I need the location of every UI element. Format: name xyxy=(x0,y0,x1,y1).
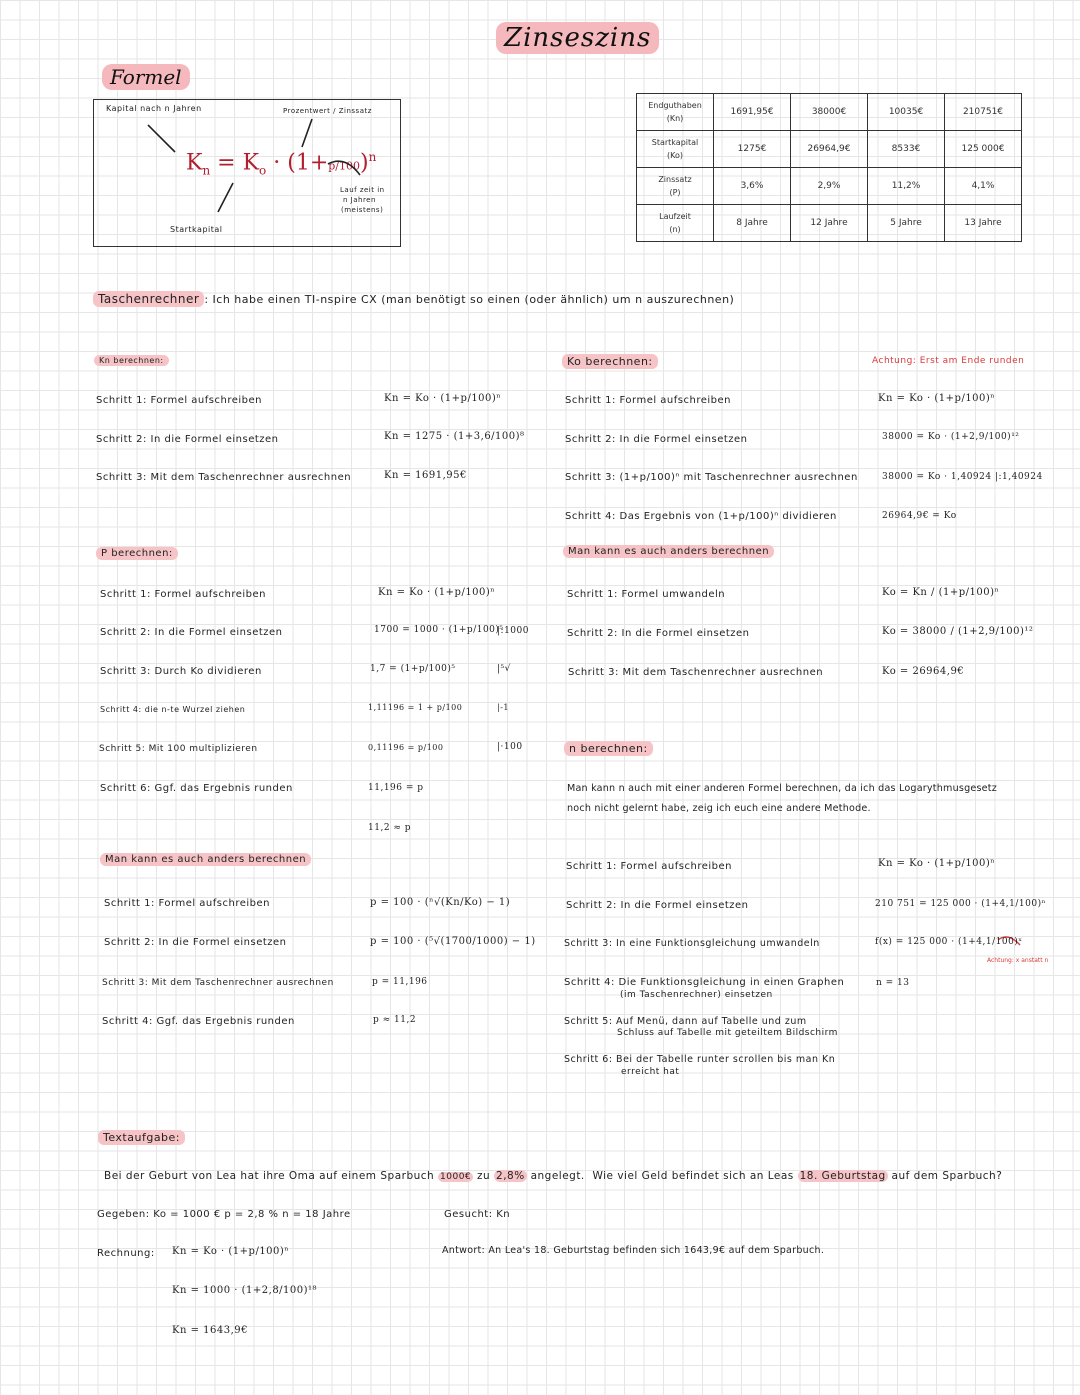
p-alt-step-3: Schritt 3: Mit dem Taschenrechner ausrechnen xyxy=(102,978,334,988)
p-math-1: Kn = Ko · (1+p/100)ⁿ xyxy=(378,587,496,598)
table-cell: 125 000€ xyxy=(945,131,1022,168)
label-laufzeit-2: n Jahren xyxy=(343,196,376,204)
p-step-1: Schritt 1: Formel aufschreiben xyxy=(100,589,266,600)
taschenrechner-text: : Ich habe einen TI-nspire CX (man benötigt so einen (oder ähnlich) um n auszurechnen) xyxy=(204,293,735,306)
n-math-4: n = 13 xyxy=(876,978,910,988)
p-heading: P berechnen: xyxy=(96,547,178,560)
ko-math-4: 26964,9€ = Ko xyxy=(882,511,957,521)
formel-heading: Formel xyxy=(102,64,190,90)
table-cell: 12 Jahre xyxy=(791,205,868,242)
p-step-3: Schritt 3: Durch Ko dividieren xyxy=(100,666,262,677)
table-cell: 5 Jahre xyxy=(868,205,945,242)
ko-heading: Ko berechnen: xyxy=(562,354,658,369)
n-step-4b: (im Taschenrechner) einsetzen xyxy=(620,990,773,1000)
rechnung-2: Kn = 1000 · (1+2,8/100)¹⁸ xyxy=(172,1285,318,1296)
kn-heading: Kn berechnen: xyxy=(94,355,169,366)
p-math-3: 1,7 = (1+p/100)⁵ xyxy=(370,664,456,674)
p-alt-math-1: p = 100 · (ⁿ√(Kn/Ko) − 1) xyxy=(370,897,511,908)
p-op-5: |·100 xyxy=(497,742,523,752)
table-cell: 1691,95€ xyxy=(714,94,791,131)
ko-step-1: Schritt 1: Formel aufschreiben xyxy=(565,395,731,406)
p-alt-heading: Man kann es auch anders berechnen xyxy=(100,853,311,866)
n-step-6: Schritt 6: Bei der Tabelle runter scrollen bis man Kn xyxy=(564,1054,836,1065)
ko-step-2: Schritt 2: In die Formel einsetzen xyxy=(565,434,748,445)
label-laufzeit-3: (meistens) xyxy=(341,206,384,214)
n-step-3: Schritt 3: In eine Funktionsgleichung umwandeln xyxy=(564,938,820,949)
p-math-4: 1,11196 = 1 + p/100 xyxy=(368,703,463,712)
kn-step-3: Schritt 3: Mit dem Taschenrechner ausrechnen xyxy=(96,472,352,483)
p-alt-math-2: p = 100 · (⁵√(1700/1000) − 1) xyxy=(370,936,536,947)
p-math-2: 1700 = 1000 · (1+p/100)⁵ xyxy=(374,625,504,635)
ko-alt-step-2: Schritt 2: In die Formel einsetzen xyxy=(567,628,750,639)
rechnung-label: Rechnung: xyxy=(97,1248,155,1259)
p-math-6: 11,196 = p xyxy=(368,783,424,793)
n-intro-2: noch nicht gelernt habe, zeig ich euch eine andere Methode. xyxy=(567,803,871,814)
table-cell: 11,2% xyxy=(868,168,945,205)
ko-alt-math-3: Ko = 26964,9€ xyxy=(882,666,965,677)
n-step-4: Schritt 4: Die Funktionsgleichung in einen Graphen xyxy=(564,977,845,988)
ko-alt-math-2: Ko = 38000 / (1+2,9/100)¹² xyxy=(882,626,1034,637)
formula-main: $K_n = K_o \cdot (1+p/100)^n$ xyxy=(186,150,377,178)
ko-alt-heading: Man kann es auch anders berechnen xyxy=(563,545,774,558)
n-step-2: Schritt 2: In die Formel einsetzen xyxy=(566,900,749,911)
textaufgabe-question: Bei der Geburt von Lea hat ihre Oma auf einem Sparbuch 1000€ zu 2,8% angelegt. Wie viel Geld befindet sich an Leas 18. Geburtstag auf dem Sparbuch? xyxy=(104,1170,1003,1182)
kn-math-1: Kn = Ko · (1+p/100)ⁿ xyxy=(384,393,502,404)
n-math-1: Kn = Ko · (1+p/100)ⁿ xyxy=(878,858,996,869)
ko-alt-step-3: Schritt 3: Mit dem Taschenrechner ausrechnen xyxy=(568,667,824,678)
p-op-2: |:1000 xyxy=(497,626,529,636)
table-cell: 10035€ xyxy=(868,94,945,131)
p-alt-step-4: Schritt 4: Ggf. das Ergebnis runden xyxy=(102,1016,295,1027)
label-startkapital: Startkapital xyxy=(170,225,223,234)
n-math-2: 210 751 = 125 000 · (1+4,1/100)ⁿ xyxy=(875,899,1046,909)
ko-math-2: 38000 = Ko · (1+2,9/100)¹² xyxy=(882,432,1020,442)
values-table xyxy=(636,93,1022,242)
kn-math-3: Kn = 1691,95€ xyxy=(384,470,467,481)
n-intro-1: Man kann n auch mit einer anderen Formel berechnen, da ich das Logarythmusgesetz xyxy=(567,783,997,794)
p-rounded: 11,2 ≈ p xyxy=(368,823,412,833)
textaufgabe-heading: Textaufgabe: xyxy=(98,1130,185,1145)
p-step-2: Schritt 2: In die Formel einsetzen xyxy=(100,627,283,638)
table-cell: 13 Jahre xyxy=(945,205,1022,242)
table-head: Laufzeit (n) xyxy=(637,205,714,242)
antwort-line: Antwort: An Lea's 18. Geburtstag befinden sich 1643,9€ auf dem Sparbuch. xyxy=(442,1245,825,1256)
n-heading: n berechnen: xyxy=(564,741,653,756)
p-step-6: Schritt 6: Ggf. das Ergebnis runden xyxy=(100,783,293,794)
ko-alt-step-1: Schritt 1: Formel umwandeln xyxy=(567,589,726,600)
n-step-1: Schritt 1: Formel aufschreiben xyxy=(566,861,732,872)
ko-step-4: Schritt 4: Das Ergebnis von (1+p/100)ⁿ dividieren xyxy=(565,511,837,522)
table-cell: 8533€ xyxy=(868,131,945,168)
label-kapital: Kapital nach n Jahren xyxy=(106,104,202,113)
table-cell: 2,9% xyxy=(791,168,868,205)
table-cell: 1275€ xyxy=(714,131,791,168)
n-step-6b: erreicht hat xyxy=(621,1067,680,1077)
ko-note: Achtung: Erst am Ende runden xyxy=(872,356,1025,366)
p-alt-math-4: p ≈ 11,2 xyxy=(373,1015,417,1025)
ko-alt-math-1: Ko = Kn / (1+p/100)ⁿ xyxy=(882,587,1000,598)
label-prozent: Prozentwert / Zinssatz xyxy=(283,107,372,115)
p-alt-step-2: Schritt 2: In die Formel einsetzen xyxy=(104,937,287,948)
table-head: Endguthaben (Kn) xyxy=(637,94,714,131)
p-op-4: |-1 xyxy=(497,703,509,712)
table-cell: 38000€ xyxy=(791,94,868,131)
table-cell: 3,6% xyxy=(714,168,791,205)
rechnung-1: Kn = Ko · (1+p/100)ⁿ xyxy=(172,1246,290,1257)
ko-math-1: Kn = Ko · (1+p/100)ⁿ xyxy=(878,393,996,404)
p-alt-step-1: Schritt 1: Formel aufschreiben xyxy=(104,898,270,909)
n-step-5: Schritt 5: Auf Menü, dann auf Tabelle und zum xyxy=(564,1016,807,1027)
p-alt-math-3: p = 11,196 xyxy=(372,977,428,987)
p-math-5: 0,11196 = p/100 xyxy=(368,743,444,752)
p-step-4: Schritt 4: die n-te Wurzel ziehen xyxy=(100,705,246,714)
table-row xyxy=(637,205,1022,242)
p-step-5: Schritt 5: Mit 100 multiplizieren xyxy=(99,744,258,754)
table-cell: 8 Jahre xyxy=(714,205,791,242)
table-row xyxy=(637,168,1022,205)
table-head: Zinssatz (P) xyxy=(637,168,714,205)
taschenrechner-line xyxy=(93,292,734,306)
kn-math-2: Kn = 1275 · (1+3,6/100)⁸ xyxy=(384,431,525,442)
table-head: Startkapital (Ko) xyxy=(637,131,714,168)
gegeben-line: Gegeben: Ko = 1000 € p = 2,8 % n = 18 Jahre xyxy=(97,1209,351,1220)
n-math-3: f(x) = 125 000 · (1+4,1/100)ˣ xyxy=(875,937,1023,947)
p-op-3: |⁵√ xyxy=(497,664,511,674)
label-laufzeit-1: Lauf zeit in xyxy=(340,186,385,194)
gesucht-line: Gesucht: Kn xyxy=(444,1209,511,1220)
page-title: Zinseszins xyxy=(496,22,659,54)
ko-math-3: 38000 = Ko · 1,40924 |:1,40924 xyxy=(882,472,1043,482)
kn-step-2: Schritt 2: In die Formel einsetzen xyxy=(96,434,279,445)
table-row xyxy=(637,94,1022,131)
kn-step-1: Schritt 1: Formel aufschreiben xyxy=(96,395,262,406)
rechnung-3: Kn = 1643,9€ xyxy=(172,1325,248,1336)
table-cell: 26964,9€ xyxy=(791,131,868,168)
n-note: Achtung: x anstatt n xyxy=(987,957,1049,964)
n-step-5b: Schluss auf Tabelle mit geteiltem Bildschirm xyxy=(617,1028,838,1038)
table-row xyxy=(637,131,1022,168)
table-cell: 210751€ xyxy=(945,94,1022,131)
ko-step-3: Schritt 3: (1+p/100)ⁿ mit Taschenrechner ausrechnen xyxy=(565,472,858,483)
table-cell: 4,1% xyxy=(945,168,1022,205)
taschenrechner-label: Taschenrechner xyxy=(93,291,204,307)
